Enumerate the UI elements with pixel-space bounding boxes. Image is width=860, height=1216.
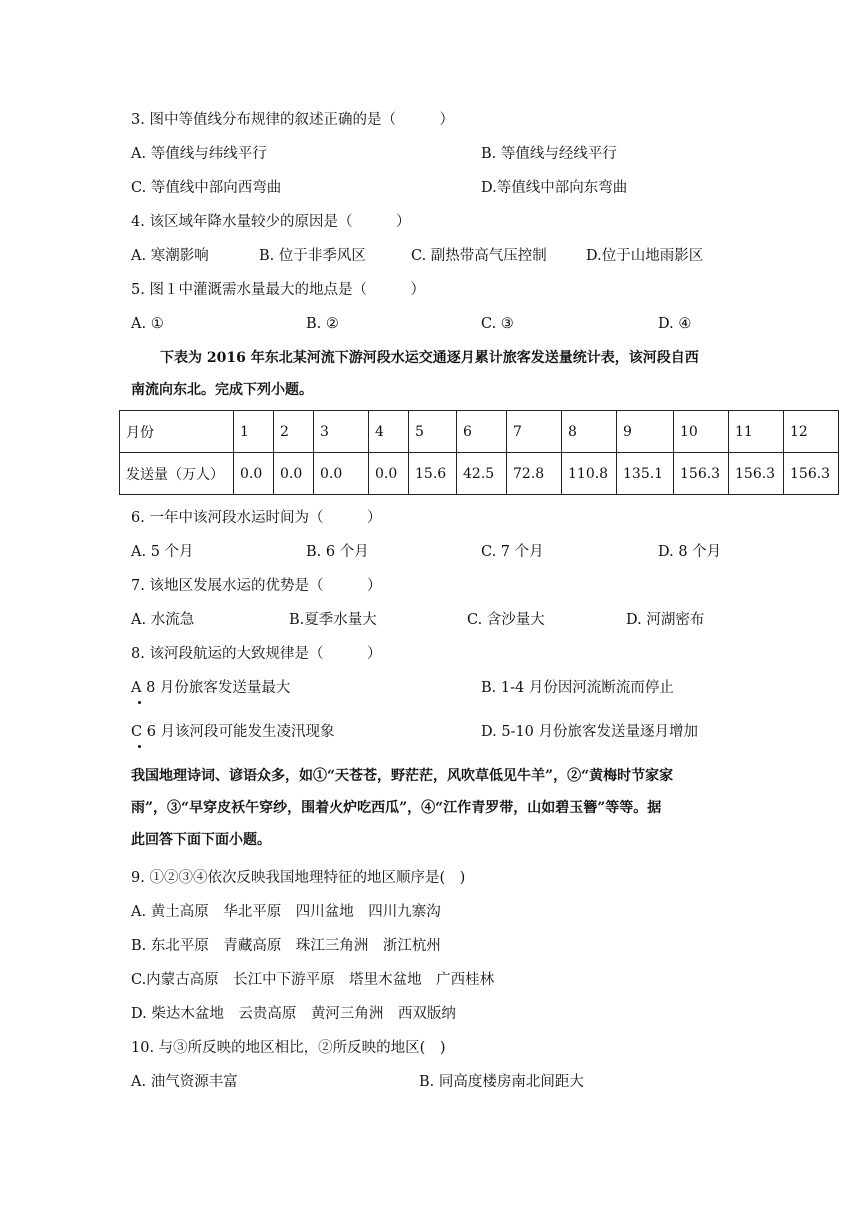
question-10-stem: 10. 与③所反映的地区相比，②所反映的地区( ) xyxy=(131,1040,446,1056)
table-cell: 42.5 xyxy=(457,453,507,495)
question-9-option-c: C.内蒙古高原 长江中下游平原 塔里木盆地 广西桂林 xyxy=(131,972,495,988)
question-8-option-a: A 8 月份旅客发送量最大 xyxy=(131,680,291,696)
table-cell: 156.3 xyxy=(784,453,839,495)
table-cell: 10 xyxy=(674,411,729,453)
table-cell: 2 xyxy=(274,411,314,453)
table-cell: 1 xyxy=(234,411,274,453)
table-cell: 0.0 xyxy=(369,453,409,495)
question-3-option-d: D.等值线中部向东弯曲 xyxy=(481,180,628,196)
question-7-option-a: A. 水流急 xyxy=(131,612,195,628)
table-cell: 135.1 xyxy=(617,453,674,495)
table-cell: 156.3 xyxy=(674,453,729,495)
table-cell: 0.0 xyxy=(314,453,369,495)
question-3-option-b: B. 等值线与经线平行 xyxy=(481,146,617,162)
question-8-stem: 8. 该河段航运的大致规律是（ ） xyxy=(131,646,382,662)
table-cell: 15.6 xyxy=(409,453,457,495)
question-8-option-c: C 6 月该河段可能发生凌汛现象 xyxy=(131,724,335,740)
table-cell: 7 xyxy=(507,411,562,453)
question-4-option-a: A. 寒潮影响 xyxy=(131,248,209,264)
table-cell: 12 xyxy=(784,411,839,453)
question-8-option-d: D. 5-10 月份旅客发送量逐月增加 xyxy=(481,724,699,740)
question-3-option-a: A. 等值线与纬线平行 xyxy=(131,146,267,162)
question-5-option-d: D. ④ xyxy=(658,316,692,332)
question-9-option-b: B. 东北平原 青藏高原 珠江三角洲 浙江杭州 xyxy=(131,938,441,954)
question-4-option-b: B. 位于非季风区 xyxy=(259,248,366,264)
table-cell: 11 xyxy=(729,411,784,453)
table-cell: 0.0 xyxy=(274,453,314,495)
table-header-row xyxy=(120,411,839,453)
table-cell: 0.0 xyxy=(234,453,274,495)
poem-intro-line-2: 雨”，③“早穿皮袄午穿纱，围着火炉吃西瓜”，④“江作青罗带，山如碧玉簪”等等。据 xyxy=(131,800,662,816)
bullet-dot xyxy=(138,745,141,748)
question-6-option-a: A. 5 个月 xyxy=(131,544,194,560)
table-cell: 8 xyxy=(562,411,617,453)
table-cell: 9 xyxy=(617,411,674,453)
table-cell: 发送量（万人） xyxy=(120,453,234,495)
question-9-option-a: A. 黄土高原 华北平原 四川盆地 四川九寨沟 xyxy=(131,904,441,920)
table-cell: 月份 xyxy=(120,411,234,453)
table-cell: 6 xyxy=(457,411,507,453)
table-intro-line-1: 下表为 2016 年东北某河流下游河段水运交通逐月累计旅客发送量统计表，该河段自西 xyxy=(160,350,699,366)
question-4-option-c: C. 副热带高气压控制 xyxy=(411,248,547,264)
question-7-option-c: C. 含沙量大 xyxy=(467,612,545,628)
question-7-option-d: D. 河湖密布 xyxy=(626,612,705,628)
question-3-stem: 3. 图中等值线分布规律的叙述正确的是（ ） xyxy=(131,112,454,128)
table-cell: 5 xyxy=(409,411,457,453)
question-5-option-b: B. ② xyxy=(306,316,339,332)
question-4-option-d: D.位于山地雨影区 xyxy=(586,248,704,264)
bullet-dot xyxy=(138,701,141,704)
poem-intro-line-3: 此回答下面下面小题。 xyxy=(131,832,271,848)
question-3-option-c: C. 等值线中部向西弯曲 xyxy=(131,180,282,196)
question-4-stem: 4. 该区域年降水量较少的原因是（ ） xyxy=(131,214,411,230)
question-9-option-d: D. 柴达木盆地 云贵高原 黄河三角洲 西双版纳 xyxy=(131,1006,456,1022)
table-intro-line-2: 南流向东北。完成下列小题。 xyxy=(131,382,313,398)
question-7-stem: 7. 该地区发展水运的优势是（ ） xyxy=(131,578,382,594)
question-8-option-b: B. 1-4 月份因河流断流而停止 xyxy=(481,680,674,696)
table-cell: 72.8 xyxy=(507,453,562,495)
question-9-stem: 9. ①②③④依次反映我国地理特征的地区顺序是( ) xyxy=(131,870,466,886)
question-6-option-d: D. 8 个月 xyxy=(658,544,722,560)
table-cell: 3 xyxy=(314,411,369,453)
table-cell: 4 xyxy=(369,411,409,453)
poem-intro-line-1: 我国地理诗词、谚语众多，如①“天苍苍，野茫茫，风吹草低见牛羊”，②“黄梅时节家家 xyxy=(131,768,674,784)
table-data-row xyxy=(120,453,839,495)
question-6-option-c: C. 7 个月 xyxy=(481,544,544,560)
ferry-passenger-table xyxy=(119,410,839,495)
table-cell: 110.8 xyxy=(562,453,617,495)
question-10-option-a: A. 油气资源丰富 xyxy=(131,1074,238,1090)
question-6-option-b: B. 6 个月 xyxy=(306,544,369,560)
question-5-stem: 5. 图１中灌溉需水量最大的地点是（ ） xyxy=(131,282,425,298)
question-7-option-b: B.夏季水量大 xyxy=(289,612,377,628)
question-6-stem: 6. 一年中该河段水运时间为（ ） xyxy=(131,510,382,526)
table-cell: 156.3 xyxy=(729,453,784,495)
question-5-option-a: A. ① xyxy=(131,316,164,332)
question-5-option-c: C. ③ xyxy=(481,316,514,332)
question-10-option-b: B. 同高度楼房南北间距大 xyxy=(419,1074,584,1090)
